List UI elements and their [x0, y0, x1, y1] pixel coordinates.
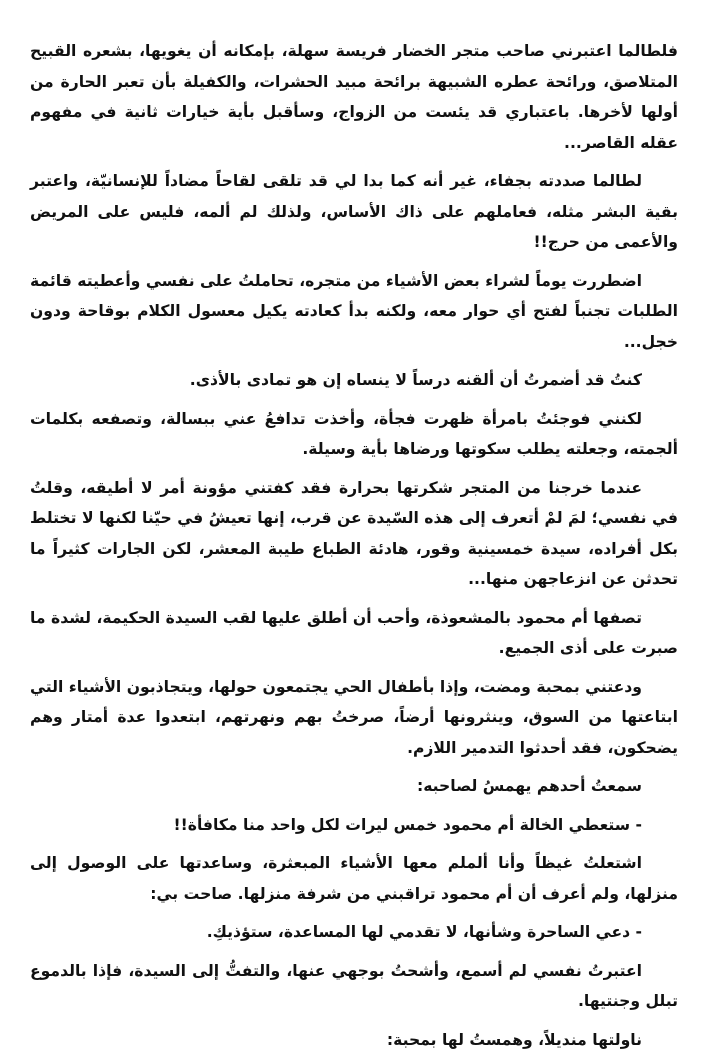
paragraph: لكنني فوجئتُ بامرأة ظهرت فجأة، وأخذت تدافعُ عني ببسالة، وتصفعه بكلمات ألجمته، وجعلته يطلب سكوتها ورضاها بأية وسيلة. — [30, 404, 678, 465]
dialogue-line: - ستعطي الخالة أم محمود خمس ليرات لكل واحد منا مكافأة!! — [30, 810, 678, 841]
paragraph: تصفها أم محمود بالمشعوذة، وأحب أن أطلق عليها لقب السيدة الحكيمة، لشدة ما صبرت على أذى الجميع. — [30, 603, 678, 664]
paragraph: كنتُ قد أضمرتُ أن ألقنه درساً لا ينساه إن هو تمادى بالأذى. — [30, 365, 678, 396]
paragraph: ناولتها منديلاً، وهمستُ لها بمحبة: — [30, 1025, 678, 1055]
paragraph: اعتبرتُ نفسي لم أسمع، وأشحتُ بوجهي عنها، والتفتُّ إلى السيدة، فإذا بالدموع تبلل وجنتيها. — [30, 956, 678, 1017]
dialogue-line: - دعي الساحرة وشأنها، لا تقدمي لها المساعدة، ستؤذيكِ. — [30, 917, 678, 948]
paragraph: لطالما صددته بجفاء، غير أنه كما بدا لي قد تلقى لقاحاً مضاداً للإنسانيّة، واعتبر بقية البشر مثله، فعاملهم على ذاك الأساس، ولذلك لم ألمه، فليس على المريض والأعمى من حرج!! — [30, 166, 678, 258]
paragraph: اشتعلتُ غيظاً وأنا ألملم معها الأشياء المبعثرة، وساعدتها على الوصول إلى منزلها، ولم أعرف أن أم محمود تراقبني من شرفة منزلها. صاحت بي: — [30, 848, 678, 909]
paragraph: اضطررت يوماً لشراء بعض الأشياء من متجره، تحاملتُ على نفسي وأعطيته قائمة الطلبات تجنباً لفتح أي حوار معه، ولكنه بدأ كعادته يكيل معسول الكلام بوقاحة ودون خجل... — [30, 266, 678, 358]
document-page — [30, 36, 678, 1055]
paragraph: فلطالما اعتبرني صاحب متجر الخضار فريسة سهلة، بإمكانه أن يغويها، بشعره القبيح المتلاصق، ورائحة عطره الشبيهة برائحة مبيد الحشرات، والكفيلة بأن تعبر الحارة من أولها لأخرها. باعتباري قد يئست من الزواج، وسأقبل بأية خيارات ثانية في مفهوم عقله القاصر... — [30, 36, 678, 158]
paragraph: ودعتني بمحبة ومضت، وإذا بأطفال الحي يجتمعون حولها، ويتجاذبون الأشياء التي ابتاعتها من السوق، وينثرونها أرضاً، صرختُ بهم ونهرتهم، ابتعدوا عدة أمتار وهم يضحكون، فقد أحدثوا التدمير اللازم. — [30, 672, 678, 764]
paragraph: سمعتُ أحدهم يهمسُ لصاحبه: — [30, 771, 678, 802]
paragraph: عندما خرجنا من المتجر شكرتها بحرارة فقد كفتني مؤونة أمر لا أطيقه، وقلتُ في نفسي؛ لمَ لمْ أتعرف إلى هذه السّيدة عن قرب، إنها تعيشُ في حيّنا لكنها لا تختلط بكل أفراده، سيدة خمسينية وقور، هادئة الطباع طيبة المعشر، لكن الجارات كثيراً ما تحدثن عن انزعاجهن منها... — [30, 473, 678, 595]
